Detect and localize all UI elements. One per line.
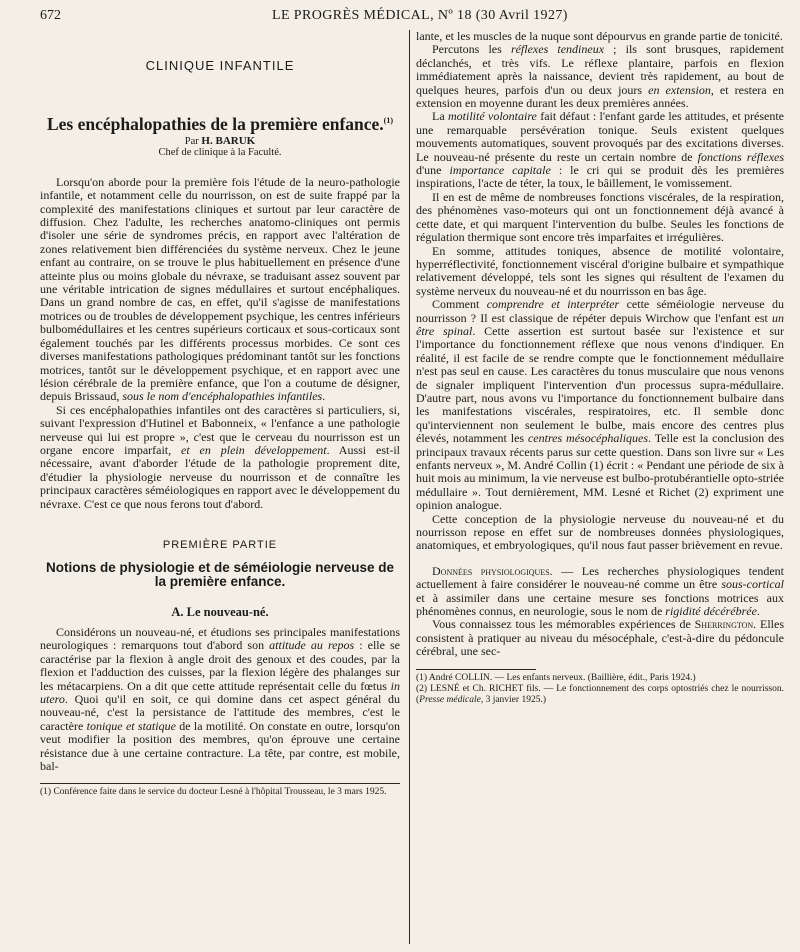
text-run: Percutons les <box>432 42 502 57</box>
paragraph <box>40 404 400 511</box>
italic-run: in utero <box>40 678 400 707</box>
italic-run: fonctions réflexes <box>697 149 784 164</box>
byline <box>40 135 400 147</box>
italic-run: importance capitale <box>449 163 551 178</box>
section-heading: CLINIQUE INFANTILE <box>145 58 295 73</box>
footnote: (1) Conférence faite dans le service du docteur Lesné à l'hôpital Trousseau, le 3 mars 1925. <box>40 787 387 798</box>
italic-run: Presse médicale <box>419 694 481 705</box>
italic-run: rigidité décérébrée <box>665 604 757 619</box>
smallcaps-run: Sherrington <box>694 617 754 632</box>
text-run: et à assimiler dans une certaine mesure ses fonctions motrices aux phénomènes connus, en neurologie, sous le nom de <box>416 590 784 619</box>
paragraph: lante, et les muscles de la nuque sont dépourvus en grande partie de tonicité. <box>416 30 783 43</box>
text-run: Comment <box>432 297 480 312</box>
part-title: Notions de physiologie et de séméiologie nerveuse de la première enfance. <box>45 559 395 589</box>
text-run: . Telle est la conclusion des principaux travaux récents parus sur cette question. Dans son livre sur « Les enfants nerveux », M. André Collin (1) écrit : « Pendant une période de six à huit mois au minimum, la vie nerveuse est bulbo-protubérantielle opto-striée médullaire ». Tout dernièrement, MM. Lesné et Richet (2) expriment une opinion analogue. <box>416 431 784 513</box>
byline-prefix: Par <box>184 135 199 147</box>
italic-run: et en plein développement <box>181 442 327 457</box>
paragraph: Il en est de même de nombreuses fonctions viscérales, de la respiration, des phénomènes vaso-moteurs qui ont un fonctionnement déjà avancé à cette date, et qui marquent l'intervention du bulbe. Seules les fonctions de régulation thermique sont encore très imparfaites et irrégulières. <box>416 189 784 245</box>
italic-run: sous le nom d'encéphalopathies infantiles <box>122 389 323 404</box>
author-name: H. BARUK <box>201 134 256 147</box>
italic-run: tonique et statique <box>86 718 176 733</box>
text-run: : le cri qui se produit dès les premières inspirations, l'acte de téter, la toux, le bâillement, le vomissement. <box>416 163 784 191</box>
paragraph <box>416 110 784 190</box>
text-run: cette séméiologie nerveuse du nourrisson ? Il est classique de répéter depuis Wirchow que l'enfant est <box>416 297 784 325</box>
text-run: . Quoi qu'il en soit, ce qui domine dans cet aspect général du nouveau-né, c'est la persistance de l'attitude des membres, c'est le caractère <box>40 692 400 733</box>
text-run: Considérons un nouveau-né, et étudions ses principales manifestations neurologiques : remarquons tout d'abord son <box>40 624 400 653</box>
part-label: PREMIÈRE PARTIE <box>162 538 278 551</box>
paragraph <box>416 298 784 513</box>
article-title-text: Les encéphalopathies de la première enfance. <box>46 113 384 134</box>
text-run: ; ils sont brusques, rapidement déclanchés, et très vifs. Le réflexe plantaire, parfois en flexion immédiatement après la naissance, devient très rapidement, au bout de quelques heures, parfois d'un ou deux jours <box>416 42 784 97</box>
journal-header: LE PROGRÈS MÉDICAL, Nº 18 (30 Avril 1927) <box>272 8 568 23</box>
paragraph: Cette conception de la physiologie nerveuse du nouveau-né et du nourrisson repose en effet sur de nombreuses données physiologiques, anatomiques, et embryologiques, qu'il nous faut passer brièvement en revue. <box>416 511 784 553</box>
text-run: . Cette assertion est surtout basée sur l'existence et sur l'importance du fonctionnement réflexe que nous venons d'indiquer. En réalité, il est facile de se rendre compte que le fonctionnement médullaire n'est pas seul en cause. Les caractères du tonus musculaire que nous venons de signaler impliquent l'intervention d'un processus supra-médullaire. D'autre part, nous avons vu l'importance du fonctionnement bulbaire dans les manifestations viscérales, respiratoires, etc. Il semble donc qu'interviennent non seulement le bulbe, mais encore des centres plus élevés, notamment les <box>416 323 784 446</box>
text-run: . Elles consistent à pratiquer au niveau du mésocéphale, c'est-à-dire du pédoncule cérébral, une sec- <box>416 617 784 659</box>
text-run: de la motilité. On constate en outre, lorsqu'on veut modifier la position des membres, qu'on éprouve une certaine résistance due à une certaine contracture. La tête, par contre, est mobile, bal- <box>40 718 400 774</box>
text-run: . <box>756 604 760 619</box>
author-affiliation: Chef de clinique à la Faculté. <box>158 146 282 158</box>
footnote-rule <box>416 669 536 670</box>
right-column <box>416 30 784 948</box>
column-divider <box>409 30 410 944</box>
text-run: — Les recherches physiologiques tendent actuellement à faire considérer le nouveau-né comme un être <box>416 563 784 592</box>
italic-run: comprendre et interpréter <box>486 297 620 312</box>
footnote: (1) André COLLIN. — Les enfants nerveux. (Baillière, édit., Paris 1924.) <box>416 672 696 683</box>
italic-run: en extension <box>648 82 711 97</box>
running-head <box>40 6 780 26</box>
italic-run: motilité volontaire <box>448 109 537 124</box>
paragraph <box>40 176 400 404</box>
paragraph <box>416 618 784 658</box>
text-run: . <box>322 389 326 404</box>
subsection-heading: A. Le nouveau-né. <box>171 604 269 619</box>
left-column <box>40 30 400 948</box>
text-run: Lorsqu'on aborde pour la première fois l'étude de la neuro-pathologie infantile, et notamment celle du nourrisson, on est de suite frappé par la complexité des manifestations cliniques et surtout par leur caractère de diffusion. Chez l'adulte, les recherches anatomo-cliniques ont permis d'isoler une série de syndromes précis, en rapport avec l'altération de zones relativement bien différenciées du système nerveux. Chez le jeune enfant au contraire, on se trouve le plus habituellement en présence d'une atteinte plus ou moins globale du névraxe, se traduisant assez souvent par une véritable intrication de signes médullaires et surtout encéphaliques. Dans un grand nombre de cas, en effet, qu'il s'agisse de manifestations motrices ou de troubles de développement psychique, les centres inférieurs bulbomédullaires et les centres supérieurs corticaux et sous-corticaux sont également touchés par les différents processus morbides. Ce sont ces diverses manifestations pathologiques prédominant tantôt sur les fonctions motrices, tantôt sur le développement psychique, et en rapport avec une lésion cérébrale de la première enfance, que l'on a coutume de désigner, depuis Brissaud, <box>40 174 400 404</box>
text-run: , et restera en extension en moyenne durant les deux premières années. <box>416 82 784 111</box>
page-number: 672 <box>40 8 61 23</box>
text-run: Si ces encéphalopathies infantiles ont des caractères si particuliers, si, suivant l'expression d'Hutinel et Babonneix, « l'enfance a une pathologie nerveuse qui lui est propre », c'est que le cerveau du nourrisson est un organe encore imparfait, <box>40 402 400 457</box>
italic-run: attitude au repos <box>269 638 355 653</box>
text-run: Vous connaissez tous les mémorables expériences de <box>432 617 691 632</box>
text-run: d'une <box>416 163 442 178</box>
paragraph: En somme, attitudes toniques, absence de motilité volontaire, hyperréflectivité, fonctionnement viscéral d'origine bulbaire et sympathique relativement développé, tels sont les signes qui résultent de l'examen du système nerveux du nouveau-né et du nourrisson en bas âge. <box>416 243 784 298</box>
smallcaps-run: Données physiologiques. <box>432 563 553 578</box>
footnote <box>416 684 784 706</box>
text-run: . Aussi est-il nécessaire, avant d'aborder l'étude de la pathologie proprement dite, d'étudier la physiologie nerveuse du nourrisson et de connaître les principaux caractères séméiologiques en rapport avec le développement du névraxe. C'est ce que nous ferons tout d'abord. <box>40 442 400 511</box>
text-run: fait défaut : l'enfant garde les attitudes, et présente une remarquable persévération tonique. Seuls existent quelques mouvements automatiques, souvent provoqués par des excitations diverses. Le nouveau-né présente du reste un certain nombre de <box>416 109 784 164</box>
italic-run: réflexes tendineux <box>510 42 605 57</box>
text-run: : elle se caractérise par la flexion à angle droit des genoux et des coudes, par la flexion et l'adduction des cuisses, par la flexion légère des phalanges sur les métacarpiens. On a dit que cette attitude représentait celle du fœtus <box>40 638 400 693</box>
paragraph <box>40 626 400 773</box>
title-footnote-ref: (1) <box>383 116 393 125</box>
paragraph <box>416 43 784 110</box>
paragraph <box>416 565 784 619</box>
article-title <box>40 111 400 134</box>
italic-run: un être spinal <box>416 310 784 338</box>
text-run: (2) LESNÉ et Ch. RICHET fils. — Le fonctionnement des corps optostriés chez le nourrisson. ( <box>416 683 784 705</box>
italic-run: centres mésocéphaliques <box>527 431 649 446</box>
footnote-rule <box>40 783 400 784</box>
italic-run: sous-cortical <box>721 577 784 592</box>
text-run: La <box>432 109 445 124</box>
text-run: , 3 janvier 1925.) <box>480 694 546 705</box>
